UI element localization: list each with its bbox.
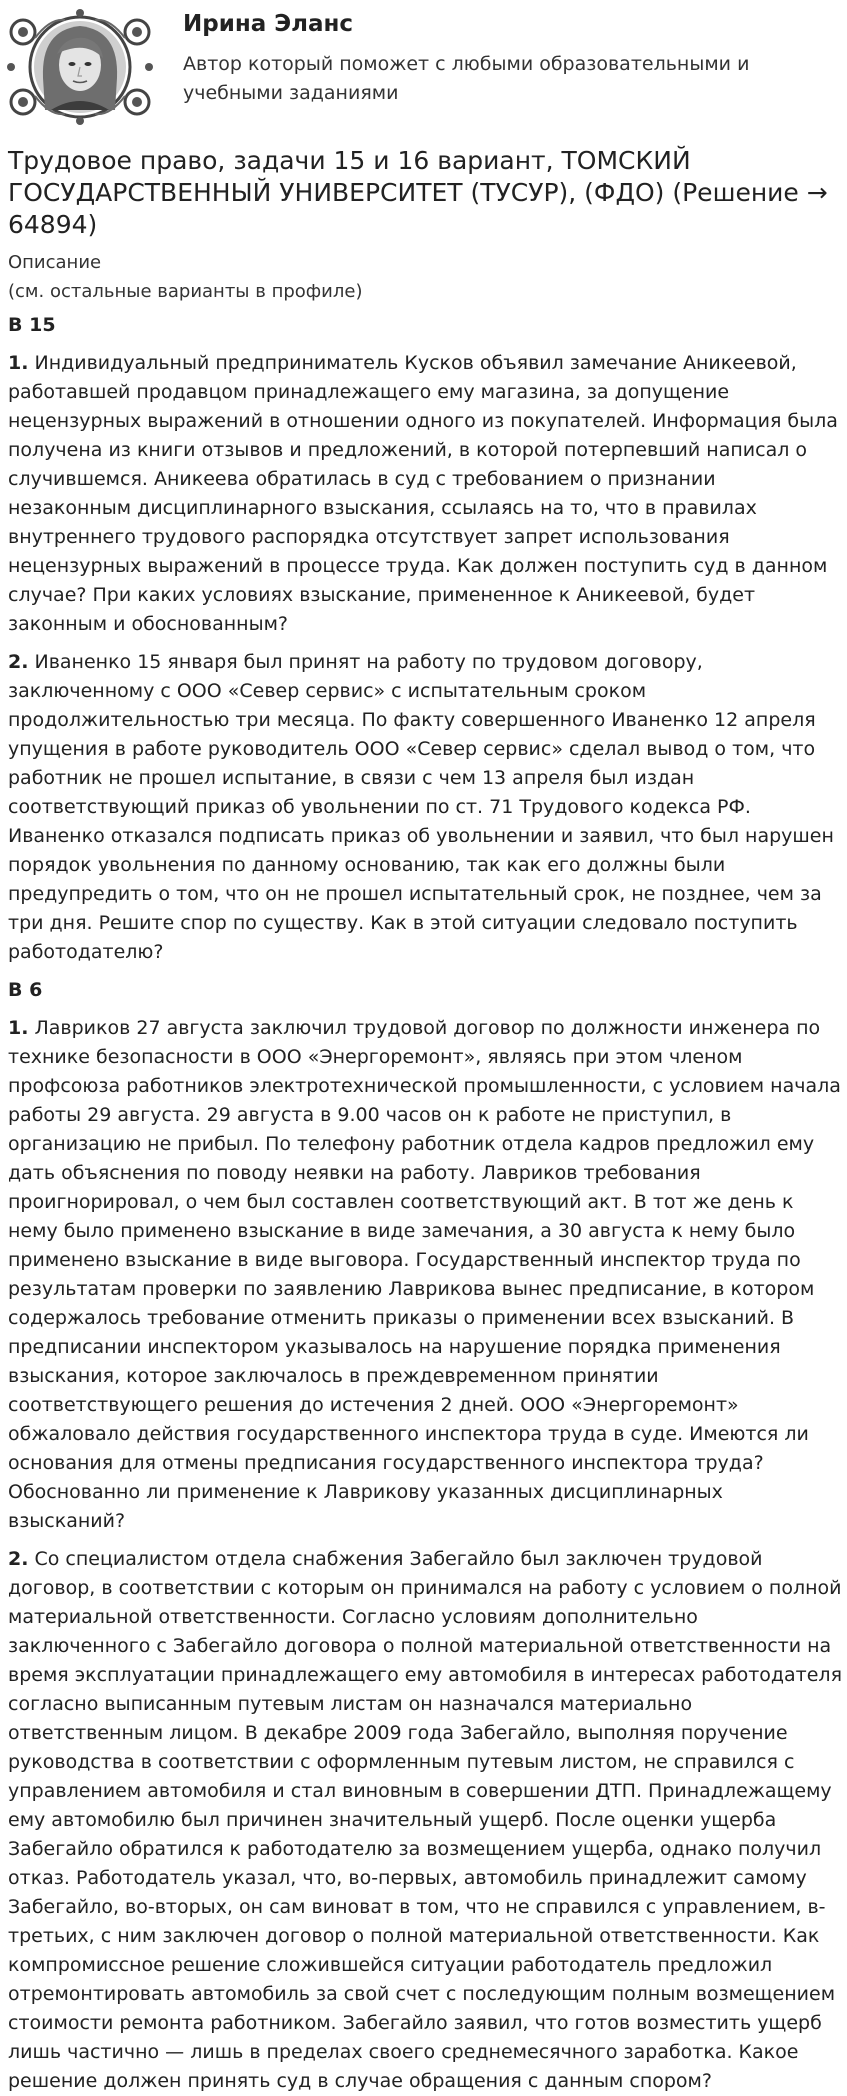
task-paragraph: [8, 1014, 843, 1536]
variant-heading-6: В 6: [8, 979, 43, 1001]
task-paragraph: [8, 648, 843, 967]
description-label: Описание: [8, 252, 102, 273]
variant-heading-15: В 15: [8, 314, 56, 336]
task-text: Индивидуальный предприниматель Кусков объявил замечание Аникеевой, работавшей продавцом принадлежащего ему магазина, за допущение нецензурных выражений в отношении одного из покупателей. Информация была получена из книги отзывов и предложений, в которой потерпевший написал о случившемся. Аникеева обратилась в суд с требованием о признании незаконным дисциплинарного взыскания, ссылаясь на то, что в правилах внутреннего трудового распорядка отсутствует запрет использования нецензурных выражений в процессе труда. Как должен поступить суд в данном случае? При каких условиях взыскание, примененное к Аникеевой, будет законным и обоснованным?: [8, 352, 838, 635]
task-paragraph: [8, 349, 843, 639]
task-number: 2.: [8, 651, 29, 673]
task-number: 1.: [8, 352, 29, 374]
document-content: [0, 128, 847, 2096]
author-description: Автор который поможет с любыми образовательными и учебными заданиями: [183, 53, 750, 104]
description-note: (см. остальные варианты в профиле): [8, 281, 363, 302]
task-paragraph: [8, 1545, 843, 2096]
author-name[interactable]: Ирина Эланс: [183, 11, 354, 37]
document-title: Трудовое право, задачи 15 и 16 вариант, ТОМСКИЙ ГОСУДАРСТВЕННЫЙ УНИВЕРСИТЕТ (ТУСУР), (ФДО) (Решение → 64894): [8, 146, 828, 239]
task-number: 2.: [8, 1548, 29, 1570]
author-header: [0, 0, 847, 128]
task-text: Иваненко 15 января был принят на работу по трудовом договору, заключенному с ООО «Север сервис» с испытательным сроком продолжительностью три месяца. По факту совершенного Иваненко 12 апреля упущения в работе руководитель ООО «Север сервис» сделал вывод о том, что работник не прошел испытание, в связи с чем 13 апреля был издан соответствующий приказ об увольнении по ст. 71 Трудового кодекса РФ. Иваненко отказался подписать приказ об увольнении и заявил, что был нарушен порядок увольнения по данному основанию, так как его должны были предупредить о том, что он не прошел испытательный срок, не позднее, чем за три дня. Решите спор по существу. Как в этой ситуации следовало поступить работодателю?: [8, 651, 834, 963]
task-text: Лавриков 27 августа заключил трудовой договор по должности инженера по технике безопасности в ООО «Энергоремонт», являясь при этом членом профсоюза работников электротехнической промышленности, с условием начала работы 29 августа. 29 августа в 9.00 часов он к работе не приступил, в организацию не прибыл. По телефону работник отдела кадров предложил ему дать объяснения по поводу неявки на работу. Лавриков требования проигнорировал, о чем был составлен соответствующий акт. В тот же день к нему было применено взыскание в виде замечания, а 30 августа к нему было применено взыскание в виде выговора. Государственный инспектор труда по результатам проверки по заявлению Лаврикова вынес предписание, в котором содержалось требование отменить приказы о применении всех взысканий. В предписании инспектором указывалось на нарушение порядка применения взыскания, которое заключалось в преждевременном принятии соответствующего решения до истечения 2 дней. ООО «Энергоремонт» обжаловало действия государственного инспектора труда в суде. Имеются ли основания для отмены предписания государственного инспектора труда? Обоснованно ли применение к Лаврикову указанных дисциплинарных взысканий?: [8, 1017, 841, 1532]
task-text: Со специалистом отдела снабжения Забегайло был заключен трудовой договор, в соответствии с которым он принимался на работу с условием о полной материальной ответственности. Согласно условиям дополнительно заключенного с Забегайло договора о полной материальной ответственности на время эксплуатации принадлежащего ему автомобиля в интересах работодателя согласно выписанным путевым листам он назначался материально ответственным лицом. В декабре 2009 года Забегайло, выполняя поручение руководства в соответствии с оформленным путевым листом, не справился с управлением автомобиля и стал виновным в совершении ДТП. Принадлежащему ему автомобилю был причинен значительный ущерб. После оценки ущерба Забегайло обратился к работодателю за возмещением ущерба, однако получил отказ. Работодатель указал, что, во-первых, автомобиль принадлежит самому Забегайло, во-вторых, он сам виноват в том, что не справился с управлением, в-третьих, с ним заключен договор о полной материальной ответственности. Как компромиссное решение сложившейся ситуации работодатель предложил отремонтировать автомобиль за свой счет с последующим полным возмещением стоимости ремонта работником. Забегайло заявил, что готов возместить ущерб лишь частично — лишь в пределах своего среднемесячного заработка. Какое решение должен принять суд в случае обращения с данным спором?: [8, 1548, 843, 2092]
task-number: 1.: [8, 1017, 29, 1039]
author-avatar[interactable]: [5, 8, 155, 126]
